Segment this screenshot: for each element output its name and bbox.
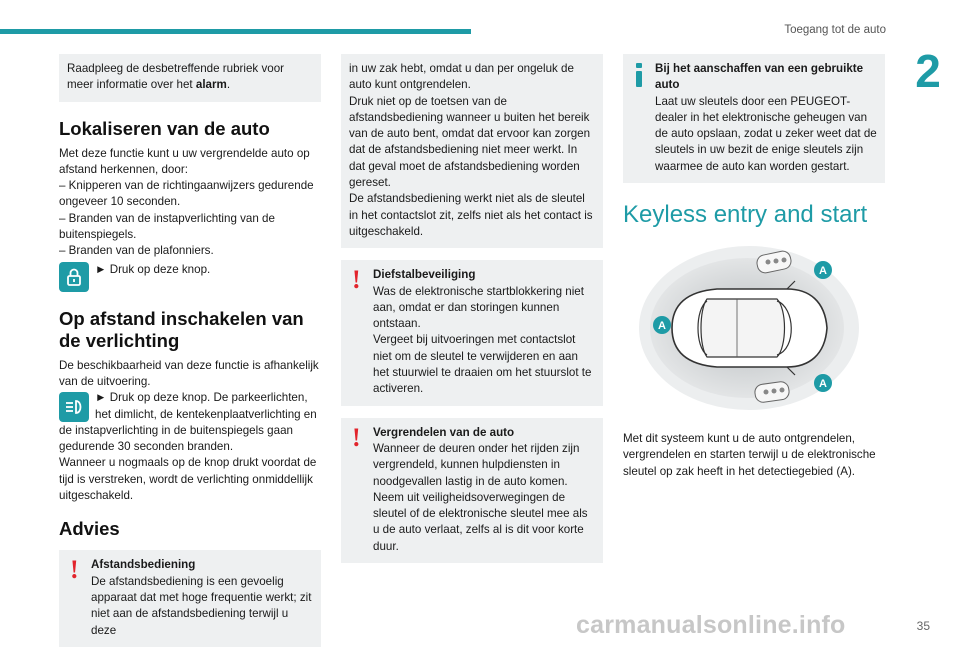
locate-intro: Met deze functie kunt u uw vergrendelde auto op afstand herkennen, door: [59,146,310,176]
warning-icon: ! [70,555,79,585]
locate-item-1: – Knipperen van de richtingaanwijzers gedurende ongeveer 10 seconden. [59,179,314,209]
remote-continued [341,54,603,248]
locate-action: ► Druk op deze knop. [95,262,211,276]
lock-warning [341,418,603,563]
zone-label-text: A [819,378,827,391]
lights-repeat: Wanneer u nogmaals op de knop drukt voordat de tijd is verstreken, wordt de verlichting onmiddellijk uitgeschakeld. [59,456,317,503]
remote-text: De afstandsbediening is een gevoelig apparaat dat met hoge frequentie werkt; zit niet aan de afstandsbediening terwijl u deze [91,574,312,637]
keyless-zone-diagram [637,243,867,413]
zone-label-a-top [814,261,832,279]
lock-p1: Wanneer de deuren onder het rijden zijn vergrendeld, kunnen hulpdiensten in noodgevallen lastig in de auto komen. [373,441,580,488]
lights-action-block [59,390,321,455]
locate-title: Lokaliseren van de auto [59,117,270,139]
zone-label-a-left [653,316,671,334]
remote-warning [59,550,321,646]
lights-title: Op afstand inschakelen van de verlichting [59,307,304,351]
lock-title: Vergrendelen van de auto [373,425,515,439]
warning-icon: ! [352,265,361,295]
remote-p2: Druk niet op de toetsen van de afstandsbediening wanneer u buiten het bereik van de auto bent, omdat dat ervoor kan zorgen dat de afstandsbediening niet meer werkt. In dat geval moet de afstandsbediening worden gereset. [349,94,591,190]
zone-label-text: A [658,320,666,333]
car-top-view [672,281,827,375]
advies-title: Advies [59,518,120,540]
info-icon [636,63,642,87]
warning-icon: ! [352,422,361,452]
header-accent-bar [0,29,471,34]
theft-p2: Vergeet bij uitvoeringen met contactslot niet om de sleutel te verwijderen en aan het stuurwiel te draaien om het stuurslot te activeren. [373,333,592,396]
chapter-number: 2 [915,45,941,97]
remote-cont: in uw zak hebt, omdat u dan per ongeluk de auto kunt ontgrendelen. [349,62,574,92]
used-text: Laat uw sleutels door een PEUGEOT-dealer in het elektronische geheugen van de auto opslaan, zodat u zeker weet dat de sleutels in uw bezit de enige sleutels zijn waarmee de auto kan worden gestart. [655,94,877,173]
column-2 [341,54,603,575]
zone-label-text: A [819,265,827,278]
alarm-link-word: alarm [195,78,227,92]
watermark-site: carmanualsonline.info [576,611,846,639]
locate-action-row [59,262,321,292]
lights-action: ► Druk op deze knop. De parkeerlichten, het dimlicht, de kentekenplaatverlichting en de instapverlichting in de buitenspiegels gaan gedurende 30 seconden branden. [59,391,317,454]
theft-p1 [373,284,595,333]
alarm-note-text [67,61,313,94]
keyless-text: Met dit systeem kunt u de auto ontgrendelen, vergrendelen en starten terwijl u de elektronische sleutel op zak heeft in het detectiegebied (A). [623,432,876,478]
alarm-note-pre: Raadpleeg de desbetreffende rubriek voor meer informatie over het [67,62,284,92]
chapter-title: Toegang tot de auto [784,24,886,36]
headlight-button-icon [59,392,89,422]
remote-p3: De afstandsbediening werkt niet als de sleutel in het contactslot zit, zelfs niet als het contact is uitgeschakeld. [349,192,593,238]
car-locate-button-icon [59,262,89,292]
column-1 [59,54,321,659]
keyless-title: Keyless entry and start [623,201,868,229]
alarm-note [59,54,321,102]
theft-title: Diefstalbeveiliging [373,268,476,282]
alarm-note-post: . [226,78,231,92]
column-3 [623,54,885,480]
page-number: 35 [916,619,930,633]
lock-p2: Neem uit veiligheidsoverwegingen de sleutel of de elektronische sleutel mee als u de auto verlaat, zelfs al is dit voor korte duur. [373,490,588,553]
locate-item-2: – Branden van de instapverlichting van de buitenspiegels. [59,211,275,242]
theft-warning [341,260,603,405]
remote-title: Afstandsbediening [91,558,196,572]
locate-item-3: – Branden van de plafonniers. [59,244,214,258]
zone-label-a-bottom [814,374,832,392]
used-car-info [623,54,885,183]
lights-intro: De beschikbaarheid van deze functie is afhankelijk van de uitvoering. [59,358,319,388]
used-title: Bij het aanschaffen van een gebruikte auto [655,62,864,92]
theft-p1-text: Was de elektronische startblokkering niet aan, omdat er dan storingen kunnen ontstaan. [373,284,584,331]
